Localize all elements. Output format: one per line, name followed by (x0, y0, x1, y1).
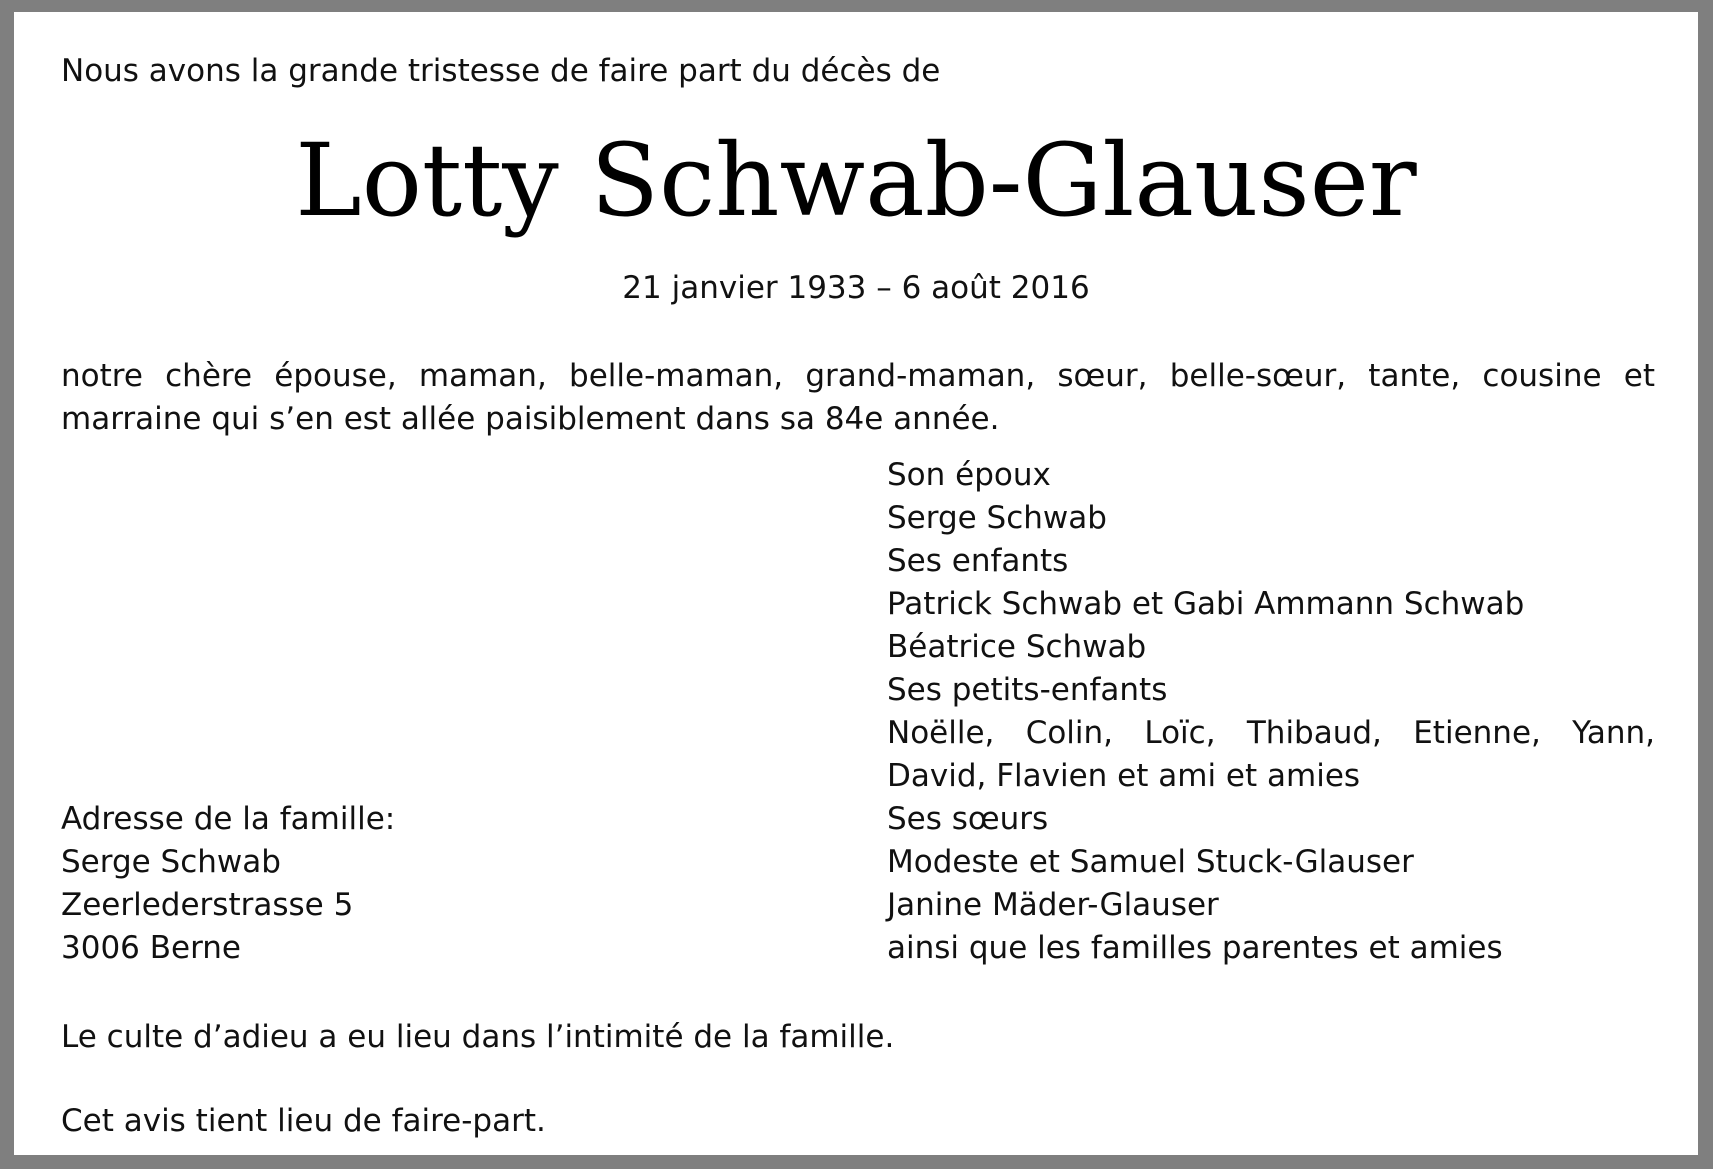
family-line: Serge Schwab (887, 500, 1107, 536)
family-list (887, 454, 1655, 970)
address-street: Zeerlederstrasse 5 (61, 887, 354, 923)
family-line: Ses sœurs (887, 801, 1049, 837)
description-paragraph: notre chère épouse, maman, belle-maman, grand-maman, sœur, belle-sœur, tante, cousine et marraine qui s’en est allée paisiblement dans sa 84e année. (61, 358, 1655, 437)
family-line: Ses petits-enfants (887, 672, 1168, 708)
address-name: Serge Schwab (61, 844, 281, 880)
ceremony-text: Le culte d’adieu a eu lieu dans l’intimité de la famille. (61, 1019, 895, 1055)
family-line: Son époux (887, 457, 1051, 493)
intro-text: Nous avons la grande tristesse de faire part du décès de (61, 53, 941, 89)
obituary-notice (14, 12, 1698, 1155)
closing-text: Cet avis tient lieu de faire-part. (61, 1103, 546, 1139)
family-line: ainsi que les familles parentes et amies (887, 930, 1503, 966)
family-line: Noëlle, Colin, Loïc, Thibaud, Etienne, Yann, David, Flavien et ami et amies (887, 715, 1655, 794)
family-line: Janine Mäder-Glauser (887, 887, 1219, 923)
address-heading: Adresse de la famille: (61, 801, 396, 837)
deceased-name: Lotty Schwab-Glauser (295, 122, 1417, 239)
family-line: Béatrice Schwab (887, 629, 1147, 665)
family-address (61, 798, 395, 970)
life-dates: 21 janvier 1933 – 6 août 2016 (622, 270, 1090, 306)
address-city: 3006 Berne (61, 930, 242, 966)
family-line: Ses enfants (887, 543, 1069, 579)
family-line: Modeste et Samuel Stuck-Glauser (887, 844, 1414, 880)
family-line: Patrick Schwab et Gabi Ammann Schwab (887, 586, 1525, 622)
